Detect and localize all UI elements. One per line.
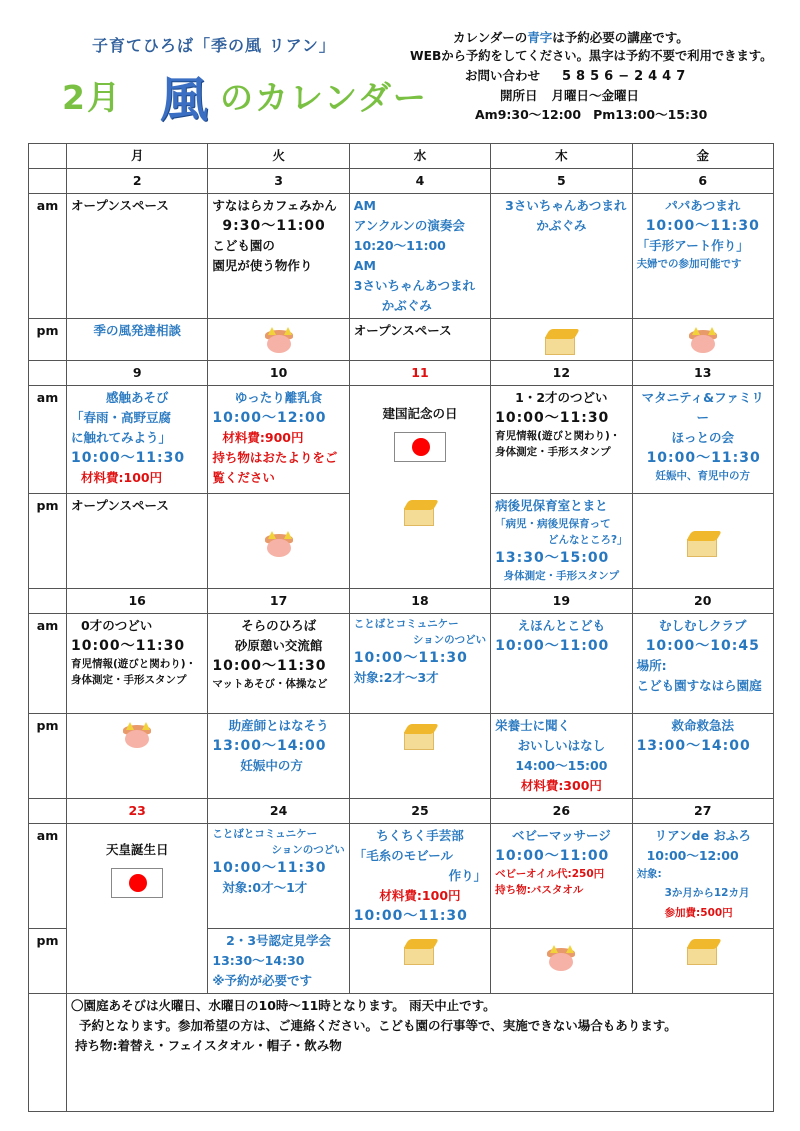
event-time: 13:30〜15:00 [495, 550, 610, 566]
event-cell [67, 386, 208, 494]
event-time: 10:00〜11:30 [353, 908, 468, 924]
date-cell: 3 [208, 169, 349, 194]
calendar-table [28, 143, 774, 1112]
date-row [29, 589, 774, 614]
weekday-tue: 火 [208, 144, 349, 169]
holiday-name: 天皇誕生日 [105, 842, 169, 857]
pm-label: pm [29, 714, 67, 799]
date-cell: 4 [349, 169, 490, 194]
event-detail: 園児が使う物作り [212, 258, 313, 273]
event-title: むしむしクラブ [659, 618, 747, 633]
event-title: すなはらカフェみかん [212, 198, 337, 213]
event-time: 10:00〜11:30 [71, 450, 186, 466]
event-cell [491, 386, 632, 494]
event-title: 1・2才のつどい [515, 390, 608, 405]
event-cell [349, 714, 490, 799]
event-title: リアンde おふろ [654, 828, 751, 843]
event-cell [632, 494, 773, 589]
info-legend [405, 28, 800, 47]
event-fee: 材料費:300円 [520, 778, 602, 793]
note-garden-play: 〇園庭あそびは火曜日、水曜日の10時〜11時となります。 雨天中止です。 [71, 998, 496, 1013]
event-note: ※予約が必要です [212, 973, 313, 988]
event-subtitle: 「春雨・高野豆腐 [71, 410, 172, 425]
event-cell [491, 714, 632, 799]
event-subtitle: 「毛糸のモビール [353, 848, 454, 863]
title-kanji-kaze: 風 [159, 71, 208, 128]
event-cell [349, 824, 490, 929]
am-row [29, 824, 774, 929]
date-cell: 25 [349, 799, 490, 824]
corner-cell [29, 994, 67, 1112]
event-subtitle: 作り」 [448, 868, 487, 883]
event-detail: 身体測定・手形スタンプ [503, 570, 620, 582]
event-cell [67, 319, 208, 361]
event-title: 感触あそび [105, 390, 169, 405]
event-time: 10:00〜12:00 [212, 410, 327, 426]
event-cell [208, 929, 349, 994]
notes-cell [67, 994, 774, 1112]
event-subtitle: 「病児・病後児保育って [495, 518, 611, 530]
contact-label: お問い合わせ [465, 68, 541, 83]
event-target: 3か月から12カ月 [664, 887, 750, 899]
event-cell [632, 929, 773, 994]
event-cell [208, 614, 349, 714]
date-cell: 24 [208, 799, 349, 824]
event-target: 対象:0才〜1才 [222, 880, 308, 895]
event-fee: 材料費:900円 [222, 430, 304, 445]
event-cell [208, 386, 349, 494]
event-cell [632, 319, 773, 361]
masu-beans-icon [543, 327, 579, 357]
event-location-label: 場所: [636, 658, 667, 673]
am-label: am [29, 386, 67, 494]
event-target: 妊娠中の方 [240, 758, 303, 773]
event-title: 病後児保育室とまと [495, 498, 608, 513]
event-time: 14:00〜15:00 [515, 758, 608, 773]
event-time: 10:00〜11:30 [646, 450, 761, 466]
event-note: 持ち物:バスタオル [495, 884, 584, 896]
info-hours [405, 105, 800, 124]
date-cell: 9 [67, 361, 208, 386]
date-cell: 20 [632, 589, 773, 614]
event-time: 13:00〜14:00 [212, 738, 327, 754]
event-cell [208, 319, 349, 361]
event-title: 2・3号認定見学会 [226, 933, 332, 948]
date-cell-holiday: 23 [67, 799, 208, 824]
event-time: 10:00〜11:00 [495, 638, 610, 654]
event-subtitle: に触れてみよう」 [71, 430, 172, 445]
event-cell [208, 714, 349, 799]
date-cell: 2 [67, 169, 208, 194]
masu-beans-icon [402, 722, 438, 752]
am-label: am [29, 194, 67, 319]
event-location: こども園すなはら園庭 [636, 678, 762, 693]
pm-row [29, 319, 774, 361]
event-cell [208, 194, 349, 319]
am-row [29, 614, 774, 714]
info-block [405, 28, 800, 124]
date-cell: 17 [208, 589, 349, 614]
event-title: 0才のつどい [81, 618, 153, 633]
date-cell: 27 [632, 799, 773, 824]
am-row [29, 194, 774, 319]
event-cell [491, 929, 632, 994]
event-detail: こども園の [212, 238, 275, 253]
contact-phone: 5856−2447 [562, 69, 691, 84]
oni-icon [120, 722, 154, 748]
event-cell [208, 494, 349, 589]
masu-beans-icon [402, 937, 438, 967]
event-detail: 「手形アート作り」 [636, 238, 749, 253]
event-time: 10:00〜11:30 [212, 860, 327, 876]
japan-flag-icon [394, 432, 446, 462]
event-title: ことばとコミュニケー [212, 828, 318, 840]
event-title: オープンスペース [71, 198, 169, 213]
event-title: 3さいちゃんあつまれ [353, 278, 475, 293]
open-days-value: 月曜日〜金曜日 [551, 88, 640, 103]
am-label: am [29, 614, 67, 714]
event-time: 10:00〜11:30 [495, 410, 610, 426]
event-title: アンクルンの演奏会 [353, 218, 465, 233]
event-title: オープンスペース [353, 323, 452, 338]
pm-label: pm [29, 494, 67, 589]
weekday-mon: 月 [67, 144, 208, 169]
event-cell [349, 194, 490, 319]
event-time: 10:00〜11:00 [495, 848, 610, 864]
event-fee: 材料費:100円 [379, 888, 461, 903]
weekday-header-row [29, 144, 774, 169]
event-title: えほんとこども [517, 618, 606, 633]
date-row [29, 799, 774, 824]
corner-cell [29, 169, 67, 194]
holiday-name: 建国記念の日 [382, 406, 458, 421]
note-reservation: 予約となります。参加希望の方は、ご連絡ください。こども園の行事等で、実施できない場合もあります。 [79, 1018, 677, 1033]
event-cell [349, 929, 490, 994]
event-title: マタニティ&ファミリー [641, 390, 764, 425]
event-cell [491, 319, 632, 361]
holiday-cell [67, 824, 208, 994]
event-detail: 身体測定・手形スタンプ [495, 446, 611, 458]
event-cell [632, 386, 773, 494]
info-text: は予約必要の講座です。 [552, 30, 689, 45]
event-title: ションのつどい [271, 844, 345, 856]
event-title: 栄養士に聞く [495, 718, 571, 733]
event-title: パパあつまれ [665, 198, 741, 213]
facility-name: 子育てひろば「季の風 リアン」 [92, 36, 336, 55]
event-location: 砂原憩い交流館 [234, 638, 323, 653]
event-title: ションのつどい [412, 634, 487, 646]
event-detail: マットあそび・体操など [212, 678, 328, 690]
date-cell: 19 [491, 589, 632, 614]
am-row [29, 386, 774, 494]
page-header [0, 0, 800, 140]
event-cell [632, 194, 773, 319]
date-cell: 10 [208, 361, 349, 386]
am-label: am [29, 824, 67, 929]
note-belongings: 持ち物:着替え・フェイスタオル・帽子・飲み物 [75, 1038, 342, 1053]
hours-am: Am9:30〜12:00 [475, 107, 582, 122]
event-time: 10:00〜10:45 [645, 638, 760, 654]
event-title: 季の風発達相談 [93, 323, 181, 338]
event-time: 10:00〜11:30 [71, 638, 186, 654]
event-cell [349, 319, 490, 361]
date-cell: 12 [491, 361, 632, 386]
event-time: 13:00〜14:00 [636, 738, 751, 754]
event-cell [491, 614, 632, 714]
corner-cell [29, 589, 67, 614]
masu-beans-icon [685, 529, 721, 559]
date-cell: 18 [349, 589, 490, 614]
event-cell [632, 824, 773, 929]
event-time: 9:30〜11:00 [222, 218, 326, 234]
oni-icon [544, 945, 578, 971]
pm-label: pm [29, 319, 67, 361]
info-blue-word: 青字 [527, 30, 553, 45]
event-title: 助産師とはなそう [228, 718, 329, 733]
event-time: 10:00〜11:30 [353, 650, 468, 666]
date-row [29, 169, 774, 194]
info-contact [405, 66, 800, 86]
event-time: 10:00〜12:00 [646, 848, 739, 863]
event-target: 対象:2才〜3才 [353, 670, 439, 685]
info-web-reservation: WEBから予約をしてください。黒字は予約不要で利用できます。 [410, 49, 773, 63]
oni-icon [262, 531, 296, 557]
page-title [62, 70, 428, 128]
notes-row [29, 994, 774, 1112]
event-title: ベビーマッサージ [511, 828, 611, 843]
event-detail: 育児情報(遊びと関わり)・ [495, 430, 621, 442]
pm-label: pm [29, 929, 67, 994]
info-text: カレンダーの [453, 30, 528, 45]
event-note: 持ち物はおたよりをご覧ください [212, 450, 338, 485]
event-title: オープンスペース [71, 498, 169, 513]
event-cell [208, 824, 349, 929]
masu-beans-icon [402, 498, 438, 528]
date-cell: 13 [632, 361, 773, 386]
pm-row [29, 714, 774, 799]
event-session: AM [353, 198, 376, 213]
oni-icon [262, 327, 296, 353]
event-cell [67, 194, 208, 319]
event-cell [491, 824, 632, 929]
date-cell: 16 [67, 589, 208, 614]
event-note: 夫婦での参加可能です [636, 258, 742, 270]
info-open-days [405, 86, 800, 105]
event-cell [349, 614, 490, 714]
event-subtitle: おいしいはなし [517, 738, 606, 753]
holiday-cell [349, 386, 490, 589]
event-time: 13:30〜14:30 [212, 953, 305, 968]
event-title: そらのひろば [241, 618, 317, 633]
event-fee: 材料費:100円 [81, 470, 163, 485]
event-cell [632, 714, 773, 799]
title-month: 2月 [62, 77, 122, 117]
event-target: 妊娠中、育児中の方 [655, 470, 750, 482]
event-time: 10:20〜11:00 [353, 238, 446, 253]
date-cell: 6 [632, 169, 773, 194]
event-title: 3さいちゃんあつまれ [505, 198, 627, 213]
event-time: 10:00〜11:30 [645, 218, 760, 234]
masu-beans-icon [685, 937, 721, 967]
event-subtitle: ほっとの会 [671, 430, 735, 445]
date-cell: 26 [491, 799, 632, 824]
event-cell [632, 614, 773, 714]
corner-cell [29, 799, 67, 824]
event-detail: 育児情報(遊びと関わり)・身体測定・手形スタンプ [71, 658, 197, 686]
corner-cell [29, 144, 67, 169]
weekday-thu: 木 [491, 144, 632, 169]
event-detail: かぶぐみ [536, 218, 587, 233]
event-title: ゆったり離乳食 [234, 390, 323, 405]
event-cell [67, 614, 208, 714]
title-calendar: のカレンダー [219, 77, 428, 117]
weekday-fri: 金 [632, 144, 773, 169]
event-title: 救命救急法 [671, 718, 735, 733]
event-session: AM [353, 258, 376, 273]
event-title: ちくちく手芸部 [376, 828, 464, 843]
event-target-label: 対象: [636, 868, 662, 880]
hours-pm: Pm13:00〜15:30 [593, 107, 708, 122]
oni-icon [686, 327, 720, 353]
event-cell [67, 714, 208, 799]
event-fee: 参加費:500円 [664, 907, 733, 919]
date-cell: 5 [491, 169, 632, 194]
open-days-label: 開所日 [500, 88, 538, 103]
weekday-wed: 水 [349, 144, 490, 169]
event-cell [491, 194, 632, 319]
event-title: ことばとコミュニケー [353, 618, 459, 630]
event-time: 10:00〜11:30 [212, 658, 327, 674]
event-fee: ベビーオイル代:250円 [495, 868, 605, 880]
japan-flag-icon [111, 868, 163, 898]
event-cell [67, 494, 208, 589]
event-detail: かぶぐみ [381, 298, 432, 313]
date-row [29, 361, 774, 386]
corner-cell [29, 361, 67, 386]
event-cell [491, 494, 632, 589]
date-cell-holiday: 11 [349, 361, 490, 386]
event-subtitle: どんなところ?」 [547, 534, 628, 546]
